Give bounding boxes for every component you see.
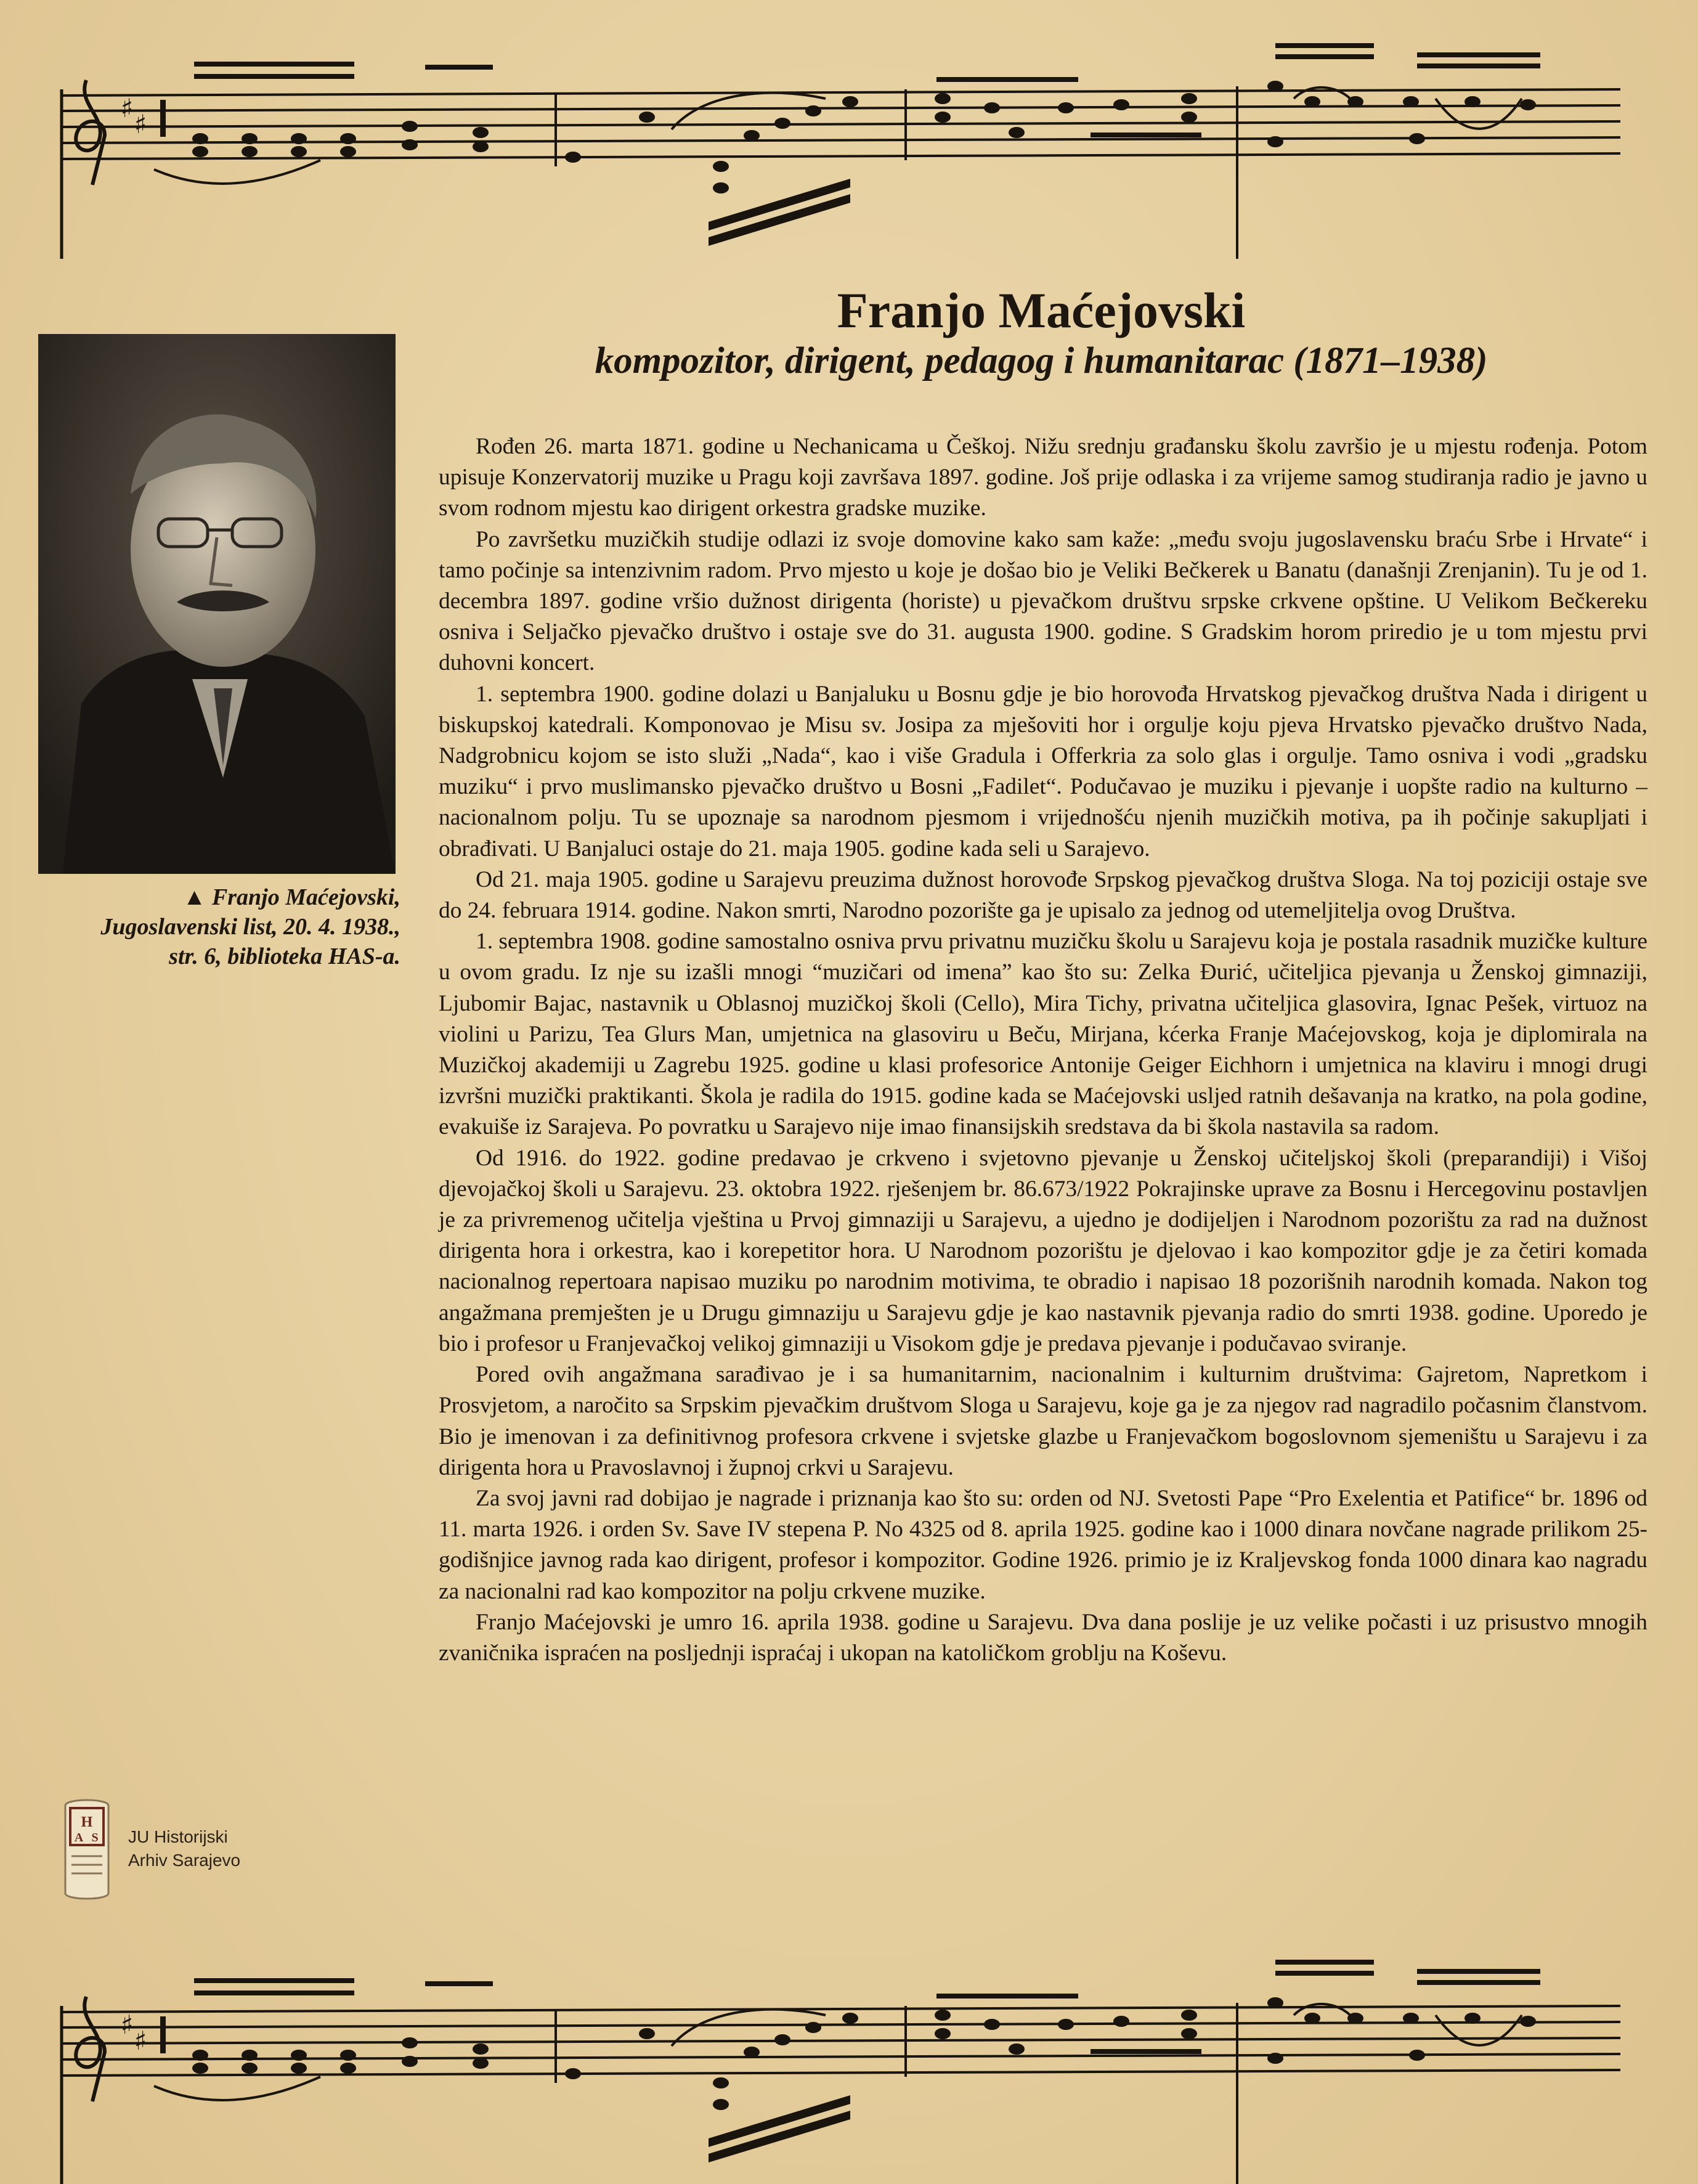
archive-name-line: Arhiv Sarajevo xyxy=(128,1851,241,1870)
paragraph: 1. septembra 1908. godine samostalno osniva prvu privatnu muzičku školu u Sarajevu koja je postala rasadnik muzičke kulture u ovom gradu. Iz nje su izašli mnogi “muzičari od imena” kao što su: Zelka Đurić, učiteljica pjevanja u Ženskoj gimnaziji, Ljubomir Bajac, nastavnik u Oblasnoj muzičkoj školi (Cello), Mira Tichy, privatna učiteljica glasovira, Ignac Pešek, virtuoz na violini u Parizu, Tea Glurs Man, umjetnica na glasoviru u Beču, Mirjana, kćerka Franje Maćejovskog, koja je diplomirala na Muzičkoj akademiji u Zagrebu 1925. godine u klasi profesorice Antonije Geiger Eichhorn i umjetnica na klaviru i mnogi drugi izvršni muzički praktikanti. Škola je radila do 1915. godine kada se Maćejovski usljed ratnih dešavanja na kratko, na pola godine, evakuiše iz Sarajeva. Po povratku u Sarajevo nije imao finansijskih sredstava da bi škola nastavila sa radom. xyxy=(439,929,1647,1140)
paragraph: Od 21. maja 1905. godine u Sarajevu preuzima dužnost horovođe Srpskog pjevačkog društva Sloga. Na toj poziciji ostaje sve do 24. februara 1914. godine. Nakon smrti, Narodno pozorište ga je upisalo za jednog od utemeljitelja ovog Društva. xyxy=(439,866,1647,924)
music-staff-top xyxy=(0,25,1698,271)
paragraph: Po završetku muzičkih studije odlazi iz svoje domovine kako sam kaže: „među svoju jugoslavensku braću Srbe i Hrvate“ i tamo počinje sa intenzivnim radom. Prvo mjesto u koje je došao bio je Veliki Bečkerek u Banatu (današnji Zrenjanin). Tu je od 1. decembra 1897. godine vršio dužnost dirigenta (horiste) u pjevačkom društvu srpske crkvene opštine. U Velikom Bečkereku osniva i Seljačko pjevačko društvo i ostaje sve do 31. augusta 1900. godine. S Gradskim horom priredio je u tom mjestu prvi duhovni koncert. xyxy=(439,526,1647,676)
caption-line: str. 6, biblioteka HAS-a. xyxy=(169,943,400,969)
svg-text:A: A xyxy=(74,1831,84,1844)
page-subtitle: kompozitor, dirigent, pedagog i humanitarac (1871–1938) xyxy=(595,340,1488,381)
music-staff-icon xyxy=(0,1941,1698,2184)
biography-text xyxy=(439,431,1647,1669)
paragraph: Franjo Maćejovski je umro 16. aprila 1938. godine u Sarajevu. Dva dana poslije je uz velike počasti i uz prisustvo mnogih zvaničnika ispraćen na posljednji ispraćaj i ukopan na katoličkom groblju na Koševu. xyxy=(439,1609,1647,1666)
paragraph: Rođen 26. marta 1871. godine u Nechanicama u Češkoj. Nižu srednju građansku školu završio je u mjestu rođenja. Potom upisuje Konzervatorij muzike u Pragu koji završava 1897. godine. Još prije odlaska i za vrijeme samog studiranja radio je javno u svom rodnom mjestu kao dirigent orkestra gradske muzike. xyxy=(439,434,1647,521)
svg-text:♯: ♯ xyxy=(121,2010,134,2040)
svg-text:♯: ♯ xyxy=(134,2026,147,2056)
music-staff-bottom xyxy=(0,1941,1698,2184)
svg-text:♯: ♯ xyxy=(121,93,134,123)
paragraph: Pored ovih angažmana sarađivao je i sa humanitarnim, nacionalnim i kulturnim društvima: Gajretom, Napretkom i Prosvjetom, a naročito sa Srpskim pjevačkim društvom Sloga u Sarajevu, koje ga je za njegov rad nagradilo počasnim članstvom. Bio je imenovan i za definitivnog profesora crkvene i svjetske glazbe u Franjevačkom bogoslovnom sjemeništu u Sarajevu i za dirigenta hora u Pravoslavnoj i župnoj crkvi u Sarajevu. xyxy=(439,1362,1647,1480)
archive-name xyxy=(128,1825,240,1872)
music-staff-icon xyxy=(0,25,1698,271)
archive-name-line: JU Historijski xyxy=(128,1827,228,1846)
paragraph: Za svoj javni rad dobijao je nagrade i priznanja kao što su: orden od NJ. Svetosti Pape “Pro Exelentia et Patifice“ br. 1896 od 11. marta 1926. i orden Sv. Save IV stepena P. No 4325 od 8. aprila 1925. godine kao i 1000 dinara novčane nagrade prilikom 25-godišnjice javnog rada kao dirigent, profesor i kompozitor. Godine 1926. primio je iz Kraljevskog fonda 1000 dinara kao nagradu za nacionalni rad kao kompozitor na polju crkvene muzike. xyxy=(439,1485,1647,1604)
svg-text:S: S xyxy=(91,1831,99,1844)
archive-emblem-icon xyxy=(59,1795,115,1903)
caption-line: Jugoslavenski list, 20. 4. 1938., xyxy=(100,914,400,940)
caption-line: ▲ Franjo Maćejovski, xyxy=(182,884,400,910)
svg-text:H: H xyxy=(81,1814,93,1830)
portrait-photo xyxy=(38,334,396,874)
page-title: Franjo Maćejovski xyxy=(837,282,1246,338)
paragraph: 1. septembra 1900. godine dolazi u Banjaluku u Bosnu gdje je bio horovođa Hrvatskog pjevačkog društva Nada i dirigent u biskupskoj katedrali. Komponovao je Misu sv. Josipa za mješoviti hor i orgulje koju pjeva Hrvatsko pjevačko društvo Nada, Nadgrobnicu kojom se isto služi „Nada“, kao i više Gradula i Offerkria za solo glas i orgulje. Tamo osniva i vodi „gradsku muziku“ i prvo muslimansko pjevačko društvo u Bosni „Fadilet“. Podučavao je muziku i pjevanje i uopšte radio na kulturno – nacionalnom polju. Tu se upoznaje sa narodnom pjesmom i vrijednošću njenih muzičkih motiva, pa ih počinje sakupljati i obrađivati. U Banjaluci ostaje do 21. maja 1905. godine kada seli u Sarajevo. xyxy=(439,681,1647,862)
paragraph: Od 1916. do 1922. godine predavao je crkveno i svjetovno pjevanje u Ženskoj učiteljskoj školi (preparandiji) i Višoj djevojačkoj školi u Sarajevu. 23. oktobra 1922. rješenjem br. 86.673/1922 Pokrajinske uprave za Bosnu i Hercegovinu postavljen je za privremenog učitelja vještina u Prvoj gimnaziji u Sarajevu, a ujedno je dodijeljen i Narodnom pozorištu za rad na dužnost dirigenta hora i orkestra, kao i korepetitor hora. U Narodnom pozorištu je djelovao i kao kompozitor gdje je za četiri komada nacionalnog repertoara napisao muziku po narodnim motivima, te obradio i napisao 18 pozorišnih narodnih komada. Nakon tog angažmana premješten je u Drugu gimnaziju u Sarajevu gdje je kao nastavnik pjevanja radio do smrti 1938. godine. Uporedo je bio i profesor u Franjevačkoj velikoj gimnaziji u Visokom gdje je predava pjevanje i podučavao sviranje. xyxy=(439,1145,1647,1356)
svg-text:♯: ♯ xyxy=(134,109,147,139)
photo-caption xyxy=(31,882,400,971)
archive-logo xyxy=(59,1795,281,1903)
